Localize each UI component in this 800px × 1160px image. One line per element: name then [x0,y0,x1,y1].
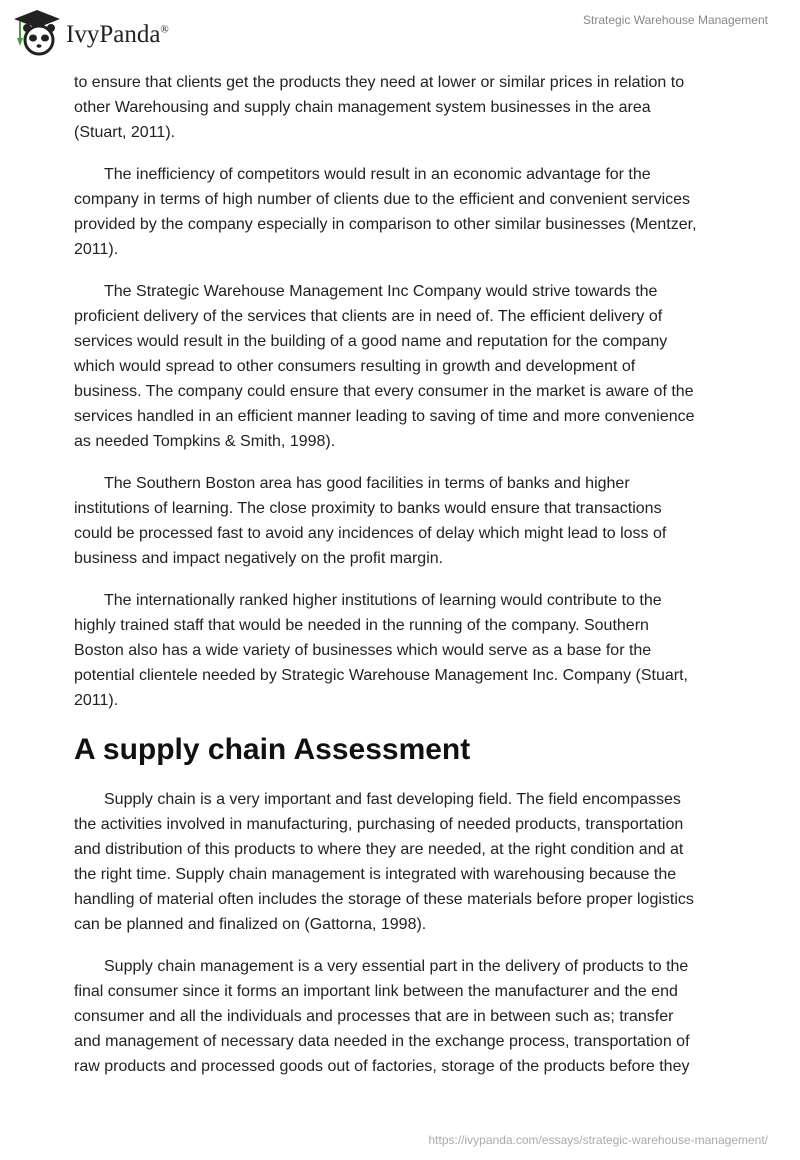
paragraphs-after [74,787,734,1079]
paragraph-line: Boston also has a wide variety of businesses which would serve as a base for the [74,642,652,659]
page-url[interactable]: https://ivypanda.com/essays/strategic-warehouse-management/ [428,1133,768,1147]
paragraph-line: 2011). [74,241,119,258]
paragraph-line: other Warehousing and supply chain management system businesses in the area [74,99,651,116]
paragraph-line: (Stuart, 2011). [74,124,176,141]
paragraph-line: potential clientele needed by Strategic Warehouse Management Inc. Company (Stuart, [74,667,688,684]
registered-mark: ® [160,23,169,36]
header [0,0,800,60]
paragraph [74,471,734,571]
paragraph-line: and management of necessary data needed in the exchange process, transportation of [74,1033,690,1050]
paragraph-line: company in terms of high number of clients due to the efficient and convenient services [74,191,691,208]
paragraph [74,279,734,454]
paragraph-line: The inefficiency of competitors would result in an economic advantage for the [104,166,651,183]
paragraph-line: consumer and all the individuals and processes that are in between such as; transfer [74,1008,674,1025]
paragraph [74,70,734,145]
paragraph-line: proficient delivery of the services that clients are in need of. The efficient delivery of [74,308,663,325]
paragraph-line: Supply chain is a very important and fast developing field. The field encompasses [104,791,681,808]
paragraph-line: the right time. Supply chain management is integrated with warehousing because the [74,866,677,883]
paragraph-line: the activities involved in manufacturing, purchasing of needed products, transportation [74,816,684,833]
paragraph-line: to ensure that clients get the products they need at lower or similar prices in relation to [74,74,685,91]
paragraph [74,588,734,713]
section-heading: A supply chain Assessment [74,733,471,766]
paragraph [74,162,734,262]
panda-graduate-icon [12,8,62,56]
paragraph-line: could be processed fast to avoid any incidences of delay which might lead to loss of [74,525,667,542]
paragraph-line: 2011). [74,692,119,709]
paragraph-line: and distribution of this products to where they are needed, at the right condition and at [74,841,684,858]
paragraph-line: raw products and processed goods out of factories, storage of the products before they [74,1058,690,1075]
paragraph-line: business. The company could ensure that every consumer in the market is aware of the [74,383,694,400]
logo-text: IvyPanda [66,21,161,48]
paragraph-line: business and impact negatively on the profit margin. [74,550,444,567]
paragraph-line: institutions of learning. The close proximity to banks would ensure that transactions [74,500,662,517]
paragraph-line: The Strategic Warehouse Management Inc Company would strive towards the [104,283,658,300]
paragraph [74,954,734,1079]
paragraph-line: provided by the company especially in comparison to other similar businesses (Mentzer, [74,216,697,233]
paragraph-line: highly trained staff that would be needed in the running of the company. Southern [74,617,649,634]
paragraph [74,787,734,937]
essay-content [74,70,734,1096]
paragraph-line: final consumer since it forms an important link between the manufacturer and the end [74,983,678,1000]
paragraph-line: which would spread to other consumers resulting in growth and development of [74,358,636,375]
document-title: Strategic Warehouse Management [583,13,768,27]
ivypanda-logo[interactable] [12,8,169,56]
paragraph-line: handling of material often includes the storage of these materials before proper logistics [74,891,694,908]
paragraph-line: can be planned and finalized on (Gattorna, 1998). [74,916,427,933]
paragraphs-before [74,70,734,713]
paragraph-line: as needed Tompkins & Smith, 1998). [74,433,336,450]
paragraph-line: The internationally ranked higher institutions of learning would contribute to the [104,592,662,609]
paragraph-line: The Southern Boston area has good facilities in terms of banks and higher [104,475,630,492]
paragraph-line: services handled in an efficient manner leading to saving of time and more convenience [74,408,695,425]
paragraph-line: Supply chain management is a very essential part in the delivery of products to the [104,958,689,975]
paragraph-line: services would result in the building of a good name and reputation for the company [74,333,668,350]
